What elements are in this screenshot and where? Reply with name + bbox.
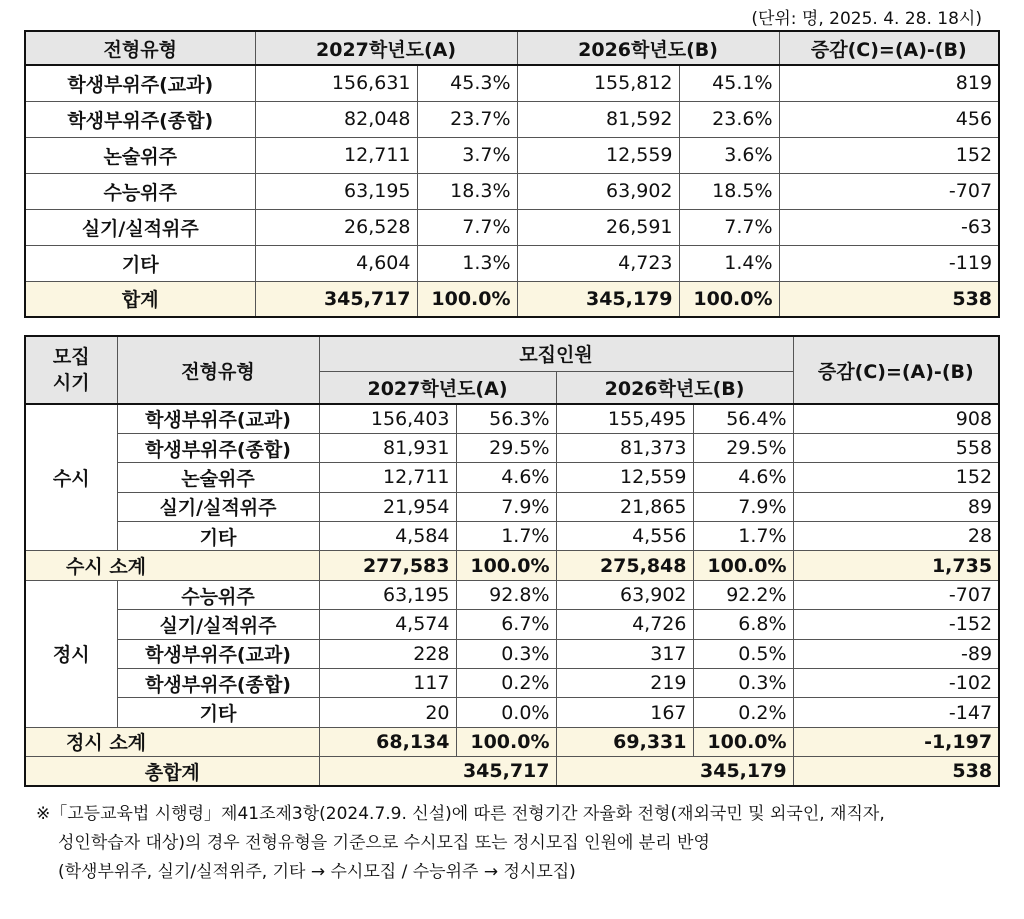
diff-cell: 456 [779, 101, 999, 137]
percent-2027-cell: 18.3% [417, 173, 517, 209]
diff-cell: 28 [793, 522, 999, 551]
percent-2027-cell: 0.2% [456, 669, 556, 698]
col-header-diff: 증감(C)=(A)-(B) [779, 31, 999, 65]
value-2027-cell: 117 [319, 669, 456, 698]
total-row [25, 281, 999, 317]
table-row [25, 433, 999, 462]
table-row [25, 698, 999, 727]
percent-2026-cell: 29.5% [693, 433, 793, 462]
percent-2026-cell: 7.9% [693, 492, 793, 521]
footnote-line: (학생부위주, 실기/실적위주, 기타 → 수시모집 / 수능위주 → 정시모집) [58, 862, 576, 882]
table-row [25, 209, 999, 245]
percent-2027-cell: 6.7% [456, 610, 556, 639]
value-2027-cell: 12,711 [319, 463, 456, 492]
table-row [25, 101, 999, 137]
percent-2027-cell: 3.7% [417, 137, 517, 173]
value-2026-cell: 26,591 [517, 209, 679, 245]
total-2027-cell: 345,717 [255, 281, 417, 317]
table-row [25, 580, 999, 609]
table-row [25, 463, 999, 492]
col-header-2026: 2026학년도(B) [556, 371, 793, 404]
total-label-cell: 합계 [25, 281, 255, 317]
footnote [36, 800, 885, 887]
period-label-cell: 정시 [25, 580, 117, 727]
value-2027-cell: 26,528 [255, 209, 417, 245]
diff-cell: 89 [793, 492, 999, 521]
total-2026-cell: 345,179 [517, 281, 679, 317]
subtotal-2027-cell: 68,134 [319, 727, 456, 756]
footnote-line: 성인학습자 대상)의 경우 전형유형을 기준으로 수시모집 또는 정시모집 인원에 분리 반영 [58, 833, 710, 853]
admission-type-cell: 논술위주 [117, 463, 319, 492]
percent-2026-cell: 45.1% [679, 65, 779, 101]
value-2026-cell: 317 [556, 639, 693, 668]
admission-type-cell: 학생부위주(종합) [117, 669, 319, 698]
value-2027-cell: 81,931 [319, 433, 456, 462]
value-2026-cell: 155,812 [517, 65, 679, 101]
table-row [25, 492, 999, 521]
percent-2026-cell: 92.2% [693, 580, 793, 609]
percent-2026-cell: 4.6% [693, 463, 793, 492]
subtotal-label-cell: 정시 소계 [25, 727, 319, 756]
admission-type-cell: 실기/실적위주 [117, 610, 319, 639]
table-header-row [25, 31, 999, 65]
value-2027-cell: 12,711 [255, 137, 417, 173]
subtotal-2026-cell: 275,848 [556, 551, 693, 580]
percent-2026-cell: 56.4% [693, 404, 793, 433]
table-row [25, 404, 999, 433]
grand-total-2027-cell: 345,717 [319, 757, 556, 786]
subtotal-diff-cell: 1,735 [793, 551, 999, 580]
col-header-recruit-count: 모집인원 [319, 336, 793, 371]
diff-cell: 908 [793, 404, 999, 433]
percent-2027-cell: 0.3% [456, 639, 556, 668]
subtotal-2026-cell: 69,331 [556, 727, 693, 756]
percent-2026-cell: 18.5% [679, 173, 779, 209]
subtotal-percent-2026-cell: 100.0% [693, 551, 793, 580]
value-2027-cell: 4,574 [319, 610, 456, 639]
diff-cell: 152 [793, 463, 999, 492]
diff-cell: -147 [793, 698, 999, 727]
diff-cell: 152 [779, 137, 999, 173]
diff-cell: 819 [779, 65, 999, 101]
percent-2026-cell: 1.7% [693, 522, 793, 551]
table-row [25, 137, 999, 173]
percent-2027-cell: 7.9% [456, 492, 556, 521]
diff-cell: -63 [779, 209, 999, 245]
footnote-line: ※「고등교육법 시행령」제41조제3항(2024.7.9. 신설)에 따른 전형기간 자율화 전형(재외국민 및 외국인, 재직자, [36, 804, 885, 824]
value-2026-cell: 81,373 [556, 433, 693, 462]
total-percent-2027-cell: 100.0% [417, 281, 517, 317]
percent-2027-cell: 7.7% [417, 209, 517, 245]
diff-cell: -707 [779, 173, 999, 209]
admission-type-cell: 수능위주 [117, 580, 319, 609]
table-row [25, 245, 999, 281]
percent-2027-cell: 4.6% [456, 463, 556, 492]
table-row [25, 522, 999, 551]
table-row [25, 639, 999, 668]
col-header-2027: 2027학년도(A) [319, 371, 556, 404]
table-row [25, 669, 999, 698]
subtotal-percent-2026-cell: 100.0% [693, 727, 793, 756]
col-header-2026: 2026학년도(B) [517, 31, 779, 65]
col-header-diff: 증감(C)=(A)-(B) [793, 336, 999, 404]
admission-type-cell: 논술위주 [25, 137, 255, 173]
percent-2026-cell: 1.4% [679, 245, 779, 281]
grand-total-label-cell: 총합계 [25, 757, 319, 786]
grand-total-row [25, 757, 999, 786]
subtotal-diff-cell: -1,197 [793, 727, 999, 756]
diff-cell: -707 [793, 580, 999, 609]
value-2026-cell: 167 [556, 698, 693, 727]
percent-2026-cell: 6.8% [693, 610, 793, 639]
percent-2026-cell: 0.5% [693, 639, 793, 668]
col-header-type: 전형유형 [25, 31, 255, 65]
admission-type-cell: 수능위주 [25, 173, 255, 209]
value-2026-cell: 219 [556, 669, 693, 698]
admission-type-cell: 학생부위주(종합) [25, 101, 255, 137]
percent-2027-cell: 1.7% [456, 522, 556, 551]
table-row [25, 65, 999, 101]
value-2026-cell: 12,559 [556, 463, 693, 492]
value-2026-cell: 63,902 [556, 580, 693, 609]
value-2026-cell: 21,865 [556, 492, 693, 521]
unit-note: (단위: 명, 2025. 4. 28. 18시) [751, 9, 982, 29]
admission-type-cell: 실기/실적위주 [117, 492, 319, 521]
value-2026-cell: 81,592 [517, 101, 679, 137]
col-header-type: 전형유형 [117, 336, 319, 404]
percent-2027-cell: 92.8% [456, 580, 556, 609]
admission-type-cell: 기타 [117, 698, 319, 727]
value-2027-cell: 4,604 [255, 245, 417, 281]
percent-2027-cell: 56.3% [456, 404, 556, 433]
table-row [25, 610, 999, 639]
grand-total-diff-cell: 538 [793, 757, 999, 786]
period-label-cell: 수시 [25, 404, 117, 551]
value-2026-cell: 12,559 [517, 137, 679, 173]
admission-type-cell: 학생부위주(교과) [25, 65, 255, 101]
percent-2026-cell: 3.6% [679, 137, 779, 173]
subtotal-percent-2027-cell: 100.0% [456, 551, 556, 580]
diff-cell: -89 [793, 639, 999, 668]
total-percent-2026-cell: 100.0% [679, 281, 779, 317]
admission-type-cell: 학생부위주(교과) [117, 639, 319, 668]
value-2026-cell: 63,902 [517, 173, 679, 209]
subtotal-label-cell: 수시 소계 [25, 551, 319, 580]
value-2027-cell: 228 [319, 639, 456, 668]
percent-2026-cell: 7.7% [679, 209, 779, 245]
recruitment-period-table [24, 335, 1000, 787]
value-2027-cell: 20 [319, 698, 456, 727]
value-2027-cell: 156,403 [319, 404, 456, 433]
percent-2027-cell: 29.5% [456, 433, 556, 462]
percent-2026-cell: 23.6% [679, 101, 779, 137]
diff-cell: -102 [793, 669, 999, 698]
diff-cell: -119 [779, 245, 999, 281]
percent-2027-cell: 45.3% [417, 65, 517, 101]
subtotal-2027-cell: 277,583 [319, 551, 456, 580]
admission-type-cell: 기타 [117, 522, 319, 551]
value-2027-cell: 63,195 [319, 580, 456, 609]
admission-type-cell: 기타 [25, 245, 255, 281]
table-row [25, 173, 999, 209]
percent-2027-cell: 0.0% [456, 698, 556, 727]
admission-type-cell: 실기/실적위주 [25, 209, 255, 245]
admission-type-cell: 학생부위주(교과) [117, 404, 319, 433]
subtotal-row [25, 727, 999, 756]
percent-2026-cell: 0.3% [693, 669, 793, 698]
diff-cell: -152 [793, 610, 999, 639]
applications-summary-table [24, 30, 1000, 318]
col-header-2027: 2027학년도(A) [255, 31, 517, 65]
value-2026-cell: 4,556 [556, 522, 693, 551]
percent-2027-cell: 23.7% [417, 101, 517, 137]
subtotal-percent-2027-cell: 100.0% [456, 727, 556, 756]
total-diff-cell: 538 [779, 281, 999, 317]
percent-2027-cell: 1.3% [417, 245, 517, 281]
subtotal-row [25, 551, 999, 580]
value-2026-cell: 4,723 [517, 245, 679, 281]
col-header-period: 모집 시기 [25, 336, 117, 404]
value-2027-cell: 63,195 [255, 173, 417, 209]
value-2026-cell: 155,495 [556, 404, 693, 433]
value-2027-cell: 82,048 [255, 101, 417, 137]
value-2027-cell: 21,954 [319, 492, 456, 521]
admission-type-cell: 학생부위주(종합) [117, 433, 319, 462]
diff-cell: 558 [793, 433, 999, 462]
value-2026-cell: 4,726 [556, 610, 693, 639]
grand-total-2026-cell: 345,179 [556, 757, 793, 786]
value-2027-cell: 4,584 [319, 522, 456, 551]
table-header-row [25, 336, 999, 371]
percent-2026-cell: 0.2% [693, 698, 793, 727]
value-2027-cell: 156,631 [255, 65, 417, 101]
